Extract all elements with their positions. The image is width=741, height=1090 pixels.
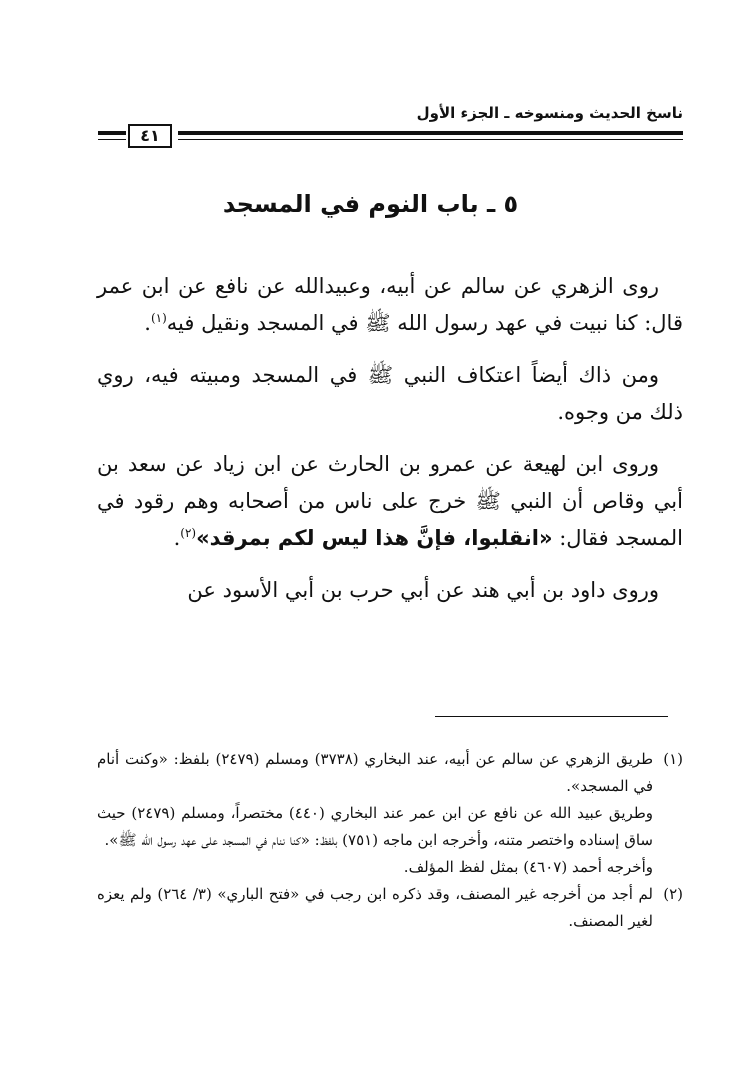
- footnotes: [97, 746, 683, 935]
- chapter-heading: ٥ ـ باب النوم في المسجد: [222, 190, 519, 218]
- footnote-line: وطريق عبيد الله عن نافع عن ابن عمر عند البخاري (٤٤٠) مختصراً، ومسلم (٢٤٧٩) حيث ساق إسناده واختصر متنه، وأخرجه ابن ماجه (٧٥١) بلفظ: «كنا ننام في المسجد على عهد رسول الله ﷺ».: [97, 804, 654, 849]
- paragraph-1-end: .: [144, 311, 151, 335]
- footnote-1: [97, 746, 683, 881]
- footnote-ref-2: (٢): [180, 526, 197, 540]
- paragraph-4: [97, 572, 683, 609]
- paragraph-1: [97, 268, 683, 342]
- footnote-line: وأخرجه أحمد (٤٦٠٧) بمثل لفظ المؤلف.: [403, 858, 653, 876]
- header-rule-left-thick: [98, 131, 126, 135]
- footnote-line: طريق الزهري عن سالم عن أبيه، عند البخاري (٣٧٣٨) ومسلم (٢٤٧٩) بلفظ: «وكنت أنام في المسجد».: [97, 750, 654, 795]
- footnote-body: [97, 746, 653, 881]
- header-rule-thin: [178, 139, 683, 140]
- body-text: [97, 268, 683, 624]
- footnote-ref-1: (١): [150, 311, 167, 325]
- footnote-marker: (٢): [663, 885, 683, 903]
- footnote-line: لم أجد من أخرجه غير المصنف، وقد ذكره ابن رجب في «فتح الباري» (٣/ ٢٦٤) ولم يعزه لغير المصنف.: [97, 885, 653, 930]
- footnote-body: [97, 881, 653, 935]
- footnote-separator: [435, 716, 668, 717]
- paragraph-3-end: .: [173, 526, 181, 550]
- page-number: ٤١: [128, 124, 172, 148]
- hadith-quote: «انقلبوا، فإنَّ هذا ليس لكم بمرقد»: [196, 526, 553, 550]
- header-rule-thick: [178, 131, 683, 135]
- paragraph-2: [97, 357, 683, 431]
- paragraph-3: [97, 446, 683, 557]
- header-rule-left-thin: [98, 139, 126, 140]
- paragraph-3-text: وروى ابن لهيعة عن عمرو بن الحارث عن ابن زياد عن سعد بن أبي وقاص أن النبي ﷺ خرج على ناس من أصحابه وهم رقود في المسجد فقال:: [97, 452, 683, 550]
- paragraph-2-text: ومن ذاك أيضاً اعتكاف النبي ﷺ في المسجد ومبيته فيه، روي ذلك من وجوه.: [97, 363, 683, 424]
- paragraph-4-text: وروى داود بن أبي هند عن أبي حرب بن أبي الأسود عن: [187, 578, 659, 602]
- footnote-marker: (١): [663, 750, 683, 768]
- paragraph-1-text: روى الزهري عن سالم عن أبيه، وعبيدالله عن نافع عن ابن عمر قال: كنا نبيت في عهد رسول الله ﷺ في المسجد ونقيل فيه: [97, 274, 683, 335]
- footnote-2: [97, 881, 683, 935]
- running-title: ناسخ الحديث ومنسوخه ـ الجزء الأول: [416, 104, 683, 122]
